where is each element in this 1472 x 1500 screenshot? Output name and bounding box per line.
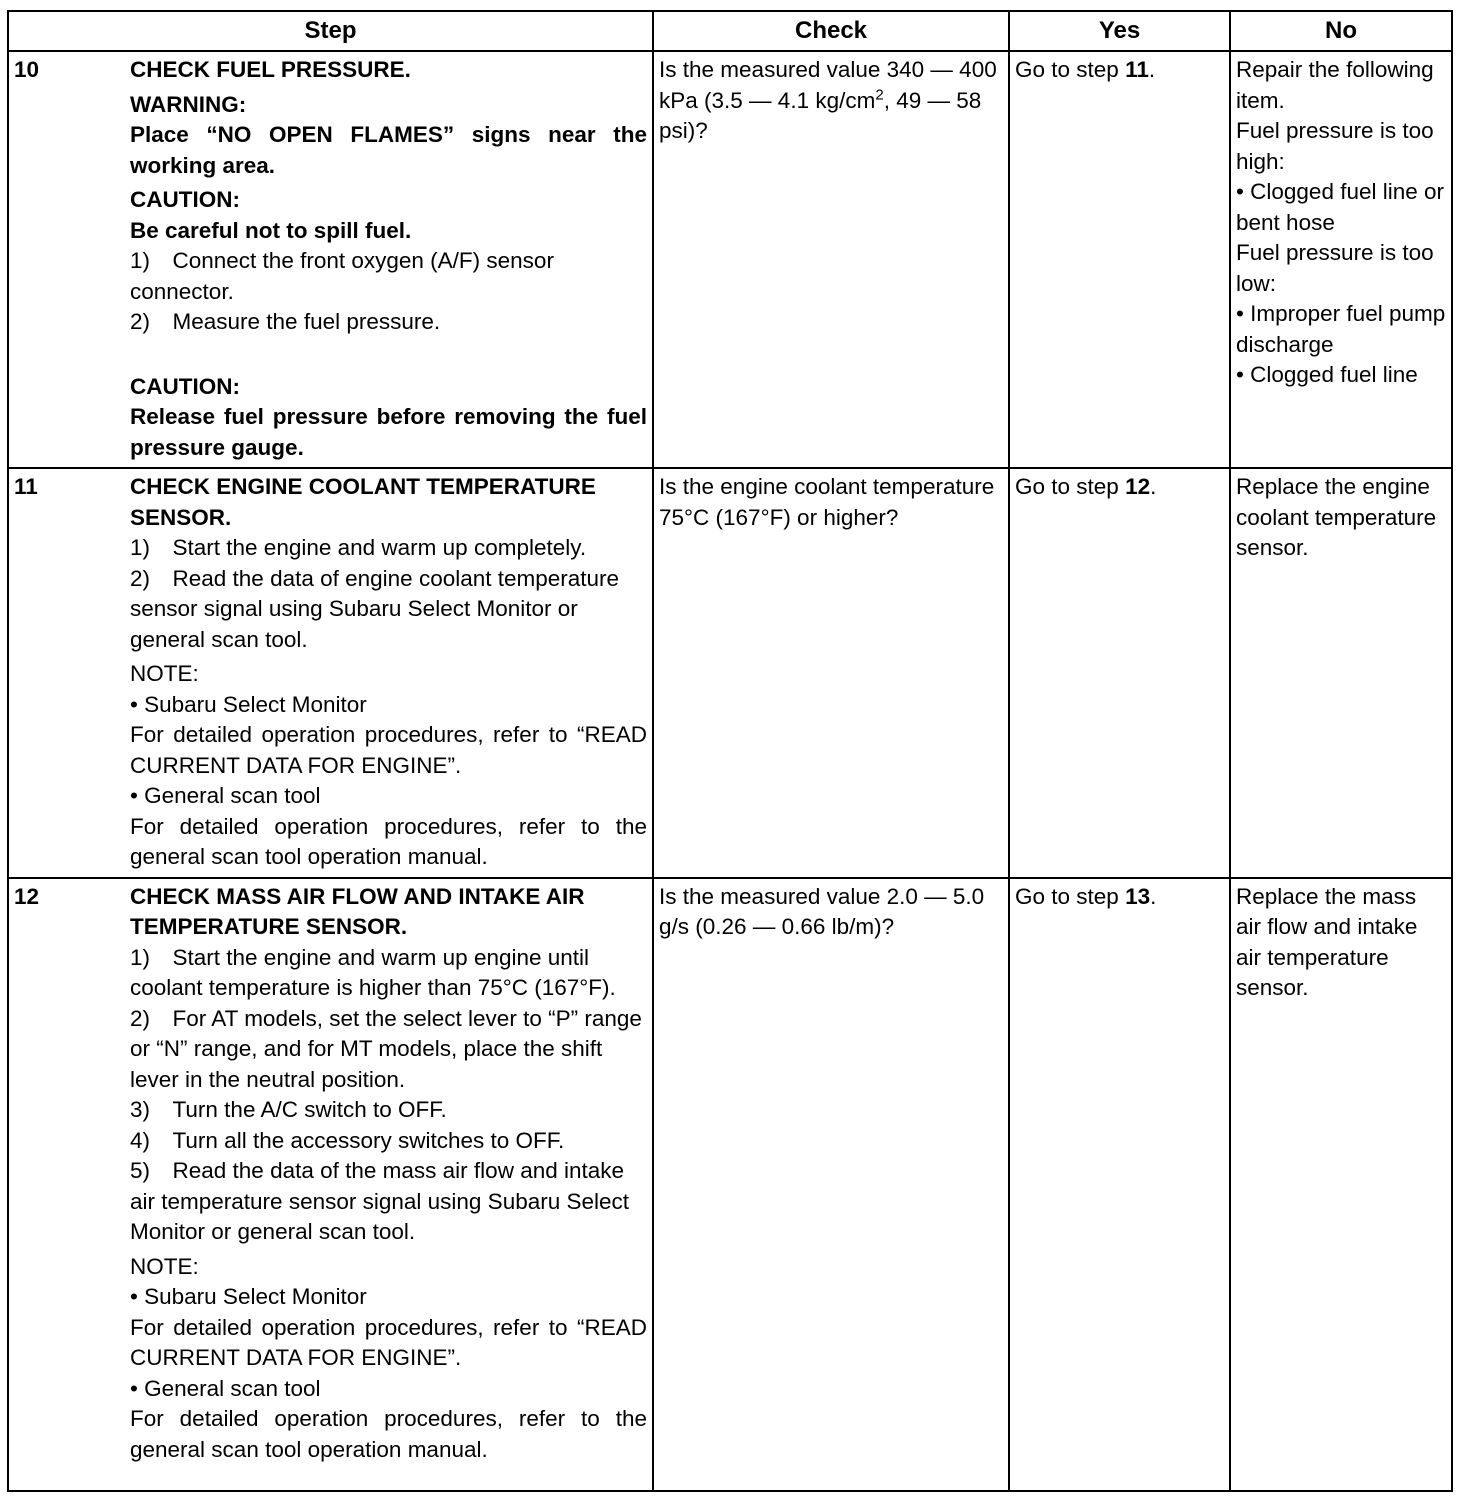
- yes-text: Go to step: [1015, 883, 1126, 909]
- step-title: CHECK ENGINE COOLANT TEMPERATURE SENSOR.: [130, 474, 596, 530]
- note-item: For detailed operation procedures, refer to the general scan tool operation manual.: [130, 813, 648, 869]
- note-item: • Subaru Select Monitor: [130, 691, 367, 717]
- no-text: Fuel pressure is too low:: [1236, 240, 1434, 296]
- header-no: No: [1230, 11, 1452, 51]
- yes-text: .: [1148, 57, 1156, 82]
- header-row: [8, 11, 1452, 51]
- no-text: • Clogged fuel line: [1236, 362, 1418, 387]
- caution-text: Release fuel pressure before removing the fuel pressure gauge.: [130, 404, 648, 460]
- procedure-step: 1) Start the engine and warm up completely.: [130, 535, 587, 560]
- procedure-step: 5) Read the data of the mass air flow and intake air temperature sensor signal using Subaru Select Monitor or general scan tool.: [130, 1158, 630, 1244]
- yes-step-number: 12: [1125, 474, 1151, 499]
- note-item: • General scan tool: [130, 783, 321, 808]
- yes-text: .: [1150, 883, 1157, 909]
- yes-step-number: 13: [1125, 883, 1151, 909]
- yes-text: .: [1150, 474, 1157, 499]
- no-cell: [1230, 51, 1452, 468]
- no-text: Fuel pressure is too high:: [1236, 118, 1434, 174]
- yes-cell: [1009, 878, 1230, 1492]
- procedure-step: 1) Connect the front oxygen (A/F) sensor connector.: [130, 248, 554, 304]
- procedure-step: 3) Turn the A/C switch to OFF.: [130, 1097, 447, 1122]
- procedure-step: 2) Measure the fuel pressure.: [130, 309, 441, 334]
- step-number: 10: [8, 51, 125, 468]
- header-check: Check: [653, 11, 1009, 51]
- note-item: For detailed operation procedures, refer to “READ CURRENT DATA FOR ENGINE”.: [130, 722, 648, 778]
- step-description: [125, 51, 653, 468]
- caution-label: CAUTION:: [130, 373, 240, 399]
- table-row: [8, 468, 1452, 878]
- note-item: • General scan tool: [130, 1375, 321, 1401]
- warning-text: Place “NO OPEN FLAMES” signs near the working area.: [130, 122, 648, 178]
- no-text: Repair the following item.: [1236, 57, 1434, 113]
- procedure-step: 1) Start the engine and warm up engine until coolant temperature is higher than 75°C (167°F).: [130, 944, 616, 1000]
- yes-cell: [1009, 51, 1230, 468]
- step-description: [125, 468, 653, 878]
- check-cell: [653, 51, 1009, 468]
- note-item: • Subaru Select Monitor: [130, 1284, 367, 1309]
- no-cell: Replace the engine coolant temperature sensor.: [1230, 468, 1452, 878]
- note-label: NOTE:: [130, 1253, 199, 1279]
- step-number: 12: [8, 878, 125, 1492]
- procedure-step: 2) Read the data of engine coolant temperature sensor signal using Subaru Select Monitor or general scan tool.: [130, 565, 620, 652]
- no-text: • Improper fuel pump discharge: [1236, 301, 1446, 357]
- check-text: , 49 — 58 psi)?: [659, 87, 982, 143]
- header-step: Step: [8, 11, 653, 51]
- check-text: Is the measured value 340 — 400 kPa (3.5 — 4.1 kg/cm: [659, 57, 997, 113]
- check-cell: Is the measured value 2.0 — 5.0 g/s (0.26 — 0.66 lb/m)?: [653, 878, 1009, 1492]
- diagnostic-table: [7, 10, 1453, 1492]
- yes-step-number: 11: [1125, 57, 1149, 82]
- yes-text: Go to step: [1015, 57, 1126, 82]
- step-title: CHECK MASS AIR FLOW AND INTAKE AIR TEMPERATURE SENSOR.: [130, 883, 585, 939]
- table-row: [8, 51, 1452, 468]
- no-text: • Clogged fuel line or bent hose: [1236, 179, 1445, 235]
- check-cell: Is the engine coolant temperature 75°C (167°F) or higher?: [653, 468, 1009, 878]
- header-yes: Yes: [1009, 11, 1230, 51]
- step-number: 11: [8, 468, 125, 878]
- yes-cell: [1009, 468, 1230, 878]
- procedure-step: 2) For AT models, set the select lever to “P” range or “N” range, and for MT models, place the shift lever in the neutral position.: [130, 1005, 642, 1092]
- check-superscript: 2: [875, 86, 884, 103]
- yes-text: Go to step: [1015, 474, 1126, 499]
- step-title: CHECK FUEL PRESSURE.: [130, 57, 411, 82]
- caution-text: Be careful not to spill fuel.: [130, 217, 412, 243]
- table-row: [8, 878, 1452, 1492]
- procedure-step: 4) Turn all the accessory switches to OFF.: [130, 1127, 565, 1153]
- note-item: For detailed operation procedures, refer to “READ CURRENT DATA FOR ENGINE”.: [130, 1314, 648, 1370]
- caution-label: CAUTION:: [130, 187, 240, 212]
- note-label: NOTE:: [130, 661, 199, 686]
- no-cell: Replace the mass air flow and intake air temperature sensor.: [1230, 878, 1452, 1492]
- note-item: For detailed operation procedures, refer to the general scan tool operation manual.: [130, 1406, 648, 1462]
- step-description: [125, 878, 653, 1492]
- warning-label: WARNING:: [130, 91, 247, 117]
